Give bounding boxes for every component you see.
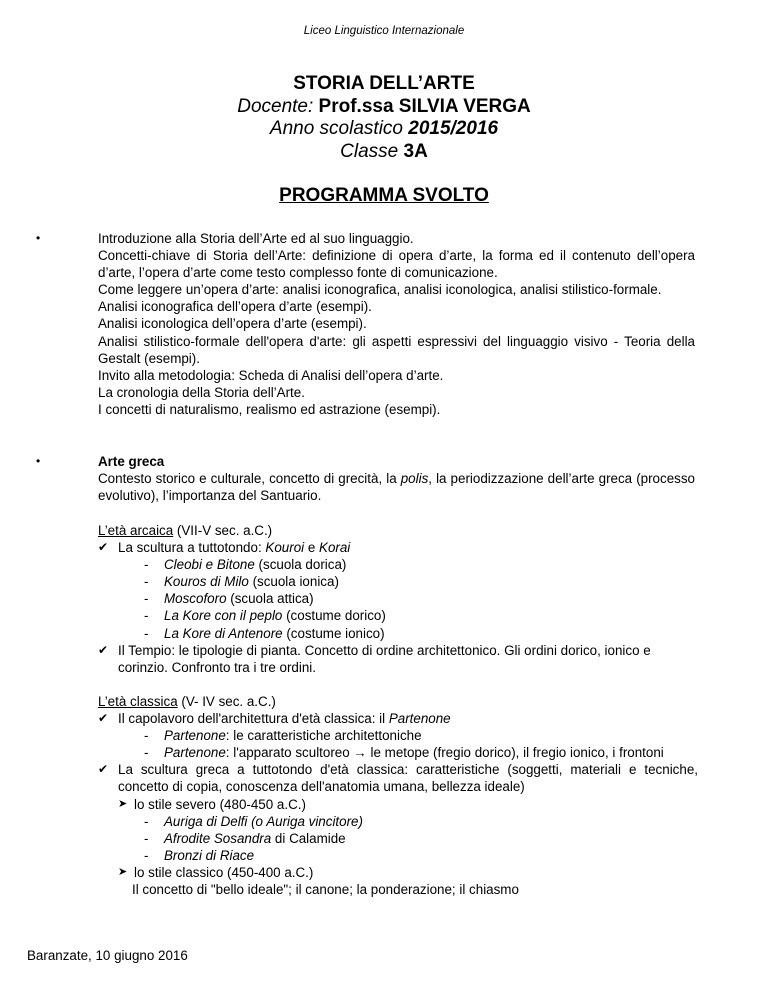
period-heading: L’età classica (V- IV sec. a.C.) (98, 694, 276, 709)
dash-item: - La Kore con il peplo (costume dorico) (144, 608, 386, 624)
arcaica-block (98, 522, 698, 676)
year-line: Anno scolastico 2015/2016 (269, 118, 499, 139)
section-arte-greca (36, 453, 695, 504)
intro-line: La cronologia della Storia dell’Arte. (98, 384, 305, 400)
arrow-item: ➤ lo stile severo (480-450 a.C.) (118, 796, 306, 812)
class-line: Classe 3A (340, 140, 428, 162)
dash-item: - Kouros di Milo (scuola ionica) (144, 574, 339, 590)
page-header: Liceo Linguistico Internazionale (303, 25, 465, 37)
dash-item: - Auriga di Delfi (o Auriga vincitore) (144, 813, 363, 829)
section-title: Arte greca (98, 454, 165, 469)
subject-title: STORIA DELL’ARTE (293, 73, 475, 94)
intro-line: I concetti di naturalismo, realismo ed astrazione (esempi). (98, 401, 441, 417)
intro-paragraph: Come leggere un’opera d’arte: analisi iconografica, analisi iconologica, analisi stilistico-formale. (98, 282, 662, 298)
arrow-item: ➤ lo stile classico (450-400 a.C.) (118, 864, 314, 880)
intro-line: Introduzione alla Storia dell’Arte ed al suo linguaggio. (98, 231, 414, 246)
classica-block (98, 693, 698, 898)
check-icon: ✔ (98, 642, 109, 657)
page-footer: Baranzate, 10 giugno 2016 (27, 948, 188, 963)
section-intro: Contesto storico e culturale, concetto di grecità, la polis, la periodizzazione dell’arte greca (processo evolutivo), l’importanza del Santuario. (98, 471, 695, 504)
section-introduction (36, 230, 695, 418)
dash-item: - Partenone: l'apparato scultoreo → le metope (fregio dorico), il fregio ionico, i frontoni (144, 745, 664, 761)
dash-item: - Moscoforo (scuola attica) (144, 591, 314, 607)
dash-item: - La Kore di Antenore (costume ionico) (144, 625, 385, 641)
bullet-icon: • (36, 454, 41, 468)
intro-line: Invito alla metodologia: Scheda di Analisi dell’opera d’arte. (98, 367, 444, 383)
program-heading: PROGRAMMA SVOLTO (279, 185, 489, 206)
arrow-icon: ➤ (118, 797, 128, 810)
dash-item: - Bronzi di Riace (144, 847, 255, 863)
check-icon: ✔ (98, 762, 109, 777)
bullet-icon: • (36, 231, 41, 245)
intro-line: Analisi iconografica dell’opera d’arte (esempi). (98, 299, 372, 315)
teacher-line: Docente: Prof.ssa SILVIA VERGA (237, 95, 531, 117)
intro-paragraph: Concetti-chiave di Storia dell’Arte: definizione di opera d’arte, la forma ed il contenuto dell’opera d’arte, l’opera d’arte come testo complesso fonte di comunicazione. (98, 248, 695, 281)
arrow-icon: ➤ (118, 865, 128, 878)
checklist-item: ✔ Il Tempio: le tipologie di pianta. Concetto di ordine architettonico. Gli ordini dorico, ionico e corinzio. Confronto tra i tre ordini. (98, 642, 651, 675)
title-block (0, 73, 768, 163)
check-icon: ✔ (98, 540, 109, 555)
checklist-item: ✔ La scultura greca a tuttotondo d'età classica: caratteristiche (soggetti, materiali e tecniche, concetto di copia, conoscenza dell'anatomia umana, bellezza ideale) (98, 762, 698, 795)
period-heading: L’età arcaica (VII-V sec. a.C.) (98, 523, 273, 538)
concept-line: Il concetto di "bello ideale"; il canone; la ponderazione; il chiasmo (132, 882, 519, 898)
dash-item: - Afrodite Sosandra di Calamide (144, 830, 346, 846)
check-icon: ✔ (98, 711, 109, 726)
checklist-item: ✔ Il capolavoro dell'architettura d'età classica: il Partenone (98, 711, 451, 727)
checklist-item: ✔ La scultura a tuttotondo: Kouroi e Korai (98, 540, 351, 556)
dash-item: - Partenone: le caratteristiche architettoniche (144, 728, 422, 744)
dash-item: - Cleobi e Bitone (scuola dorica) (144, 557, 347, 573)
intro-line: Analisi iconologica dell’opera d’arte (esempi). (98, 316, 367, 332)
intro-paragraph: Analisi stilistico-formale dell'opera d'arte: gli aspetti espressivi del linguaggio visivo - Teoria della Gestalt (esempi). (98, 333, 695, 366)
